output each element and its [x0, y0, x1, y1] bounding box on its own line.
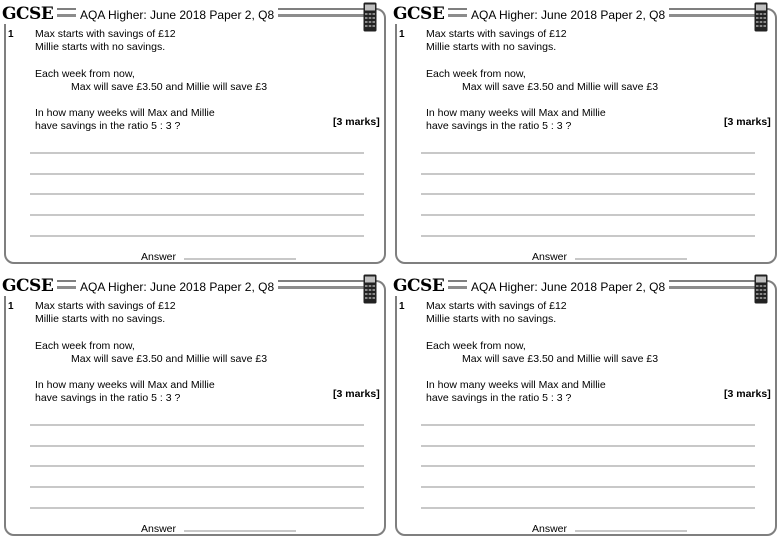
working-line[interactable] [421, 152, 755, 154]
question-line-5: In how many weeks will Max and Millie [35, 107, 215, 119]
gcse-logo: GCSE [393, 4, 448, 24]
answer-label: Answer [532, 523, 568, 535]
question-line-1: Max starts with savings of £12 [35, 300, 176, 312]
answer-line[interactable] [575, 258, 687, 260]
working-line[interactable] [30, 152, 364, 154]
header-title: AQA Higher: June 2018 Paper 2, Q8 [467, 280, 669, 294]
question-line-1: Max starts with savings of £12 [426, 300, 567, 312]
gcse-logo: GCSE [393, 276, 448, 296]
working-line[interactable] [421, 235, 755, 237]
card-wrapper [391, 0, 780, 268]
working-line[interactable] [421, 214, 755, 216]
working-line[interactable] [30, 507, 364, 509]
question-line-2: Millie starts with no savings. [35, 313, 166, 325]
working-line[interactable] [30, 465, 364, 467]
header-title: AQA Higher: June 2018 Paper 2, Q8 [76, 8, 278, 22]
marks-label: [3 marks] [724, 388, 771, 400]
working-line[interactable] [30, 173, 364, 175]
marks-label: [3 marks] [333, 116, 380, 128]
question-number: 1 [8, 301, 14, 312]
header-title: AQA Higher: June 2018 Paper 2, Q8 [76, 280, 278, 294]
question-line-5: In how many weeks will Max and Millie [35, 379, 215, 391]
question-line-3: Each week from now, [426, 68, 526, 80]
gcse-logo: GCSE [2, 276, 57, 296]
gcse-logo: GCSE [2, 4, 57, 24]
working-line[interactable] [421, 507, 755, 509]
answer-line[interactable] [184, 530, 296, 532]
question-line-4: Max will save £3.50 and Millie will save £3 [71, 353, 268, 365]
marks-label: [3 marks] [724, 116, 771, 128]
question-number: 1 [399, 301, 405, 312]
working-line[interactable] [30, 193, 364, 195]
question-line-5: In how many weeks will Max and Millie [426, 107, 606, 119]
working-line[interactable] [30, 445, 364, 447]
answer-label: Answer [141, 523, 177, 535]
question-line-2: Millie starts with no savings. [426, 41, 557, 53]
answer-line[interactable] [575, 530, 687, 532]
working-line[interactable] [30, 424, 364, 426]
calculator-icon [754, 274, 768, 304]
working-line[interactable] [421, 445, 755, 447]
question-number: 1 [399, 29, 405, 40]
answer-label: Answer [141, 251, 177, 263]
calculator-icon [754, 2, 768, 32]
answer-line[interactable] [184, 258, 296, 260]
working-line[interactable] [421, 424, 755, 426]
answer-label: Answer [532, 251, 568, 263]
card-wrapper [391, 272, 780, 540]
question-line-4: Max will save £3.50 and Millie will save £3 [462, 81, 659, 93]
question-line-1: Max starts with savings of £12 [426, 28, 567, 40]
working-line[interactable] [30, 235, 364, 237]
question-line-6: have savings in the ratio 5 : 3 ? [35, 392, 181, 404]
calculator-icon [363, 274, 377, 304]
question-line-3: Each week from now, [426, 340, 526, 352]
question-line-2: Millie starts with no savings. [35, 41, 166, 53]
card-wrapper [0, 272, 390, 540]
question-line-1: Max starts with savings of £12 [35, 28, 176, 40]
working-line[interactable] [30, 486, 364, 488]
question-line-3: Each week from now, [35, 340, 135, 352]
question-line-2: Millie starts with no savings. [426, 313, 557, 325]
question-line-5: In how many weeks will Max and Millie [426, 379, 606, 391]
calculator-icon [363, 2, 377, 32]
question-line-4: Max will save £3.50 and Millie will save £3 [462, 353, 659, 365]
working-line[interactable] [421, 193, 755, 195]
working-line[interactable] [30, 214, 364, 216]
marks-label: [3 marks] [333, 388, 380, 400]
question-line-6: have savings in the ratio 5 : 3 ? [426, 120, 572, 132]
question-line-4: Max will save £3.50 and Millie will save £3 [71, 81, 268, 93]
question-number: 1 [8, 29, 14, 40]
working-line[interactable] [421, 486, 755, 488]
working-line[interactable] [421, 465, 755, 467]
question-line-3: Each week from now, [35, 68, 135, 80]
question-line-6: have savings in the ratio 5 : 3 ? [426, 392, 572, 404]
working-line[interactable] [421, 173, 755, 175]
question-line-6: have savings in the ratio 5 : 3 ? [35, 120, 181, 132]
header-title: AQA Higher: June 2018 Paper 2, Q8 [467, 8, 669, 22]
card-wrapper [0, 0, 390, 268]
